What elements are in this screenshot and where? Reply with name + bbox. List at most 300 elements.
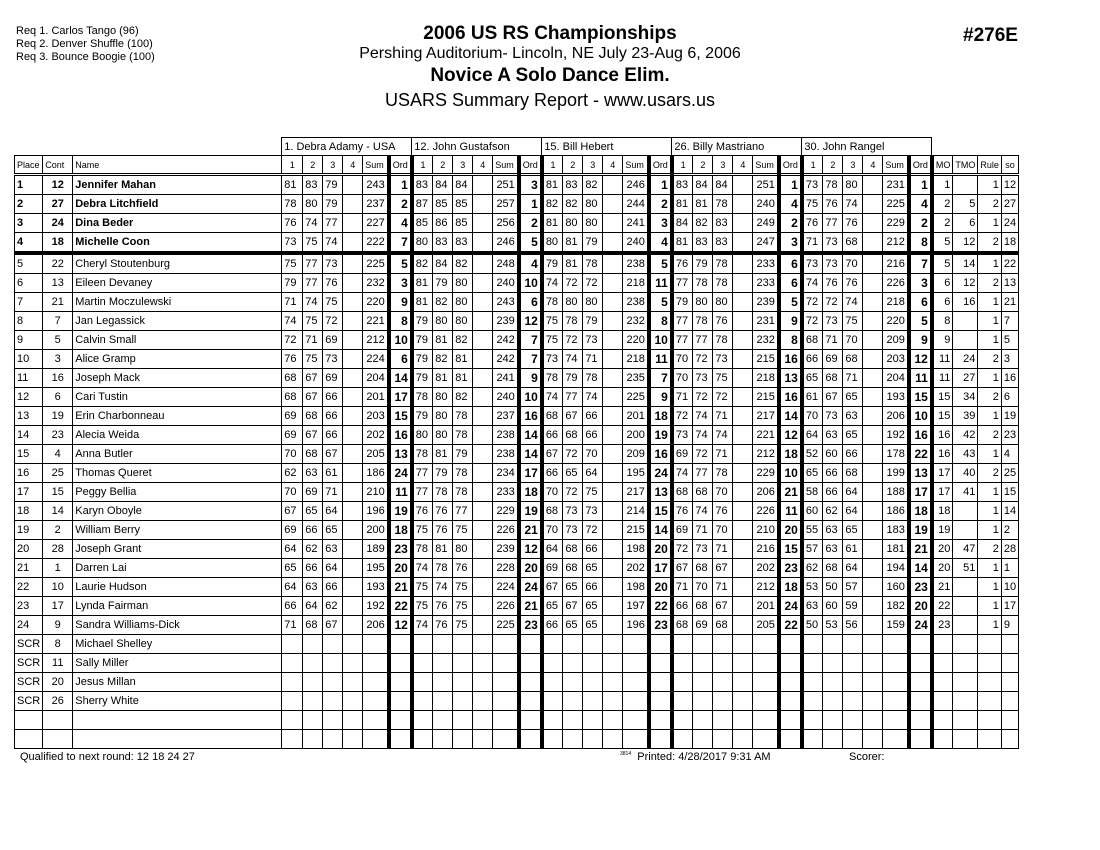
sum-cell: [363, 673, 389, 692]
sum-cell: 212: [753, 578, 779, 597]
score-1-cell: 79: [282, 274, 303, 293]
score-2-cell: 78: [563, 312, 583, 331]
tmo-cell: [953, 730, 978, 749]
ordinal-cell: 18: [519, 483, 542, 502]
ordinal-cell: 24: [909, 616, 932, 635]
score-4-cell: [603, 597, 623, 616]
score-3-cell: [843, 711, 863, 730]
score-3-cell: [843, 730, 863, 749]
score-1-cell: 78: [542, 293, 563, 312]
score-1-cell: 67: [672, 559, 693, 578]
ordinal-cell: 7: [389, 233, 412, 254]
score-4-cell: [733, 195, 753, 214]
score-3-cell: 65: [323, 521, 343, 540]
sum-cell: [883, 673, 909, 692]
score-2-cell: 72: [563, 331, 583, 350]
so-cell: 15: [1001, 483, 1018, 502]
score-3-cell: 82: [453, 253, 473, 274]
ordinal-cell: 24: [519, 578, 542, 597]
score-3-cell: 80: [843, 175, 863, 195]
score-3-cell: 77: [453, 502, 473, 521]
score-1-cell: [282, 654, 303, 673]
table-row: [15, 233, 1019, 254]
name-cell: Alecia Weida: [73, 426, 282, 445]
ordinal-cell: 12: [519, 540, 542, 559]
score-4-cell: [863, 293, 883, 312]
place-cell: 11: [15, 369, 43, 388]
score-1-cell: 72: [282, 331, 303, 350]
score-3-cell: 71: [323, 483, 343, 502]
tmo-cell: 43: [953, 445, 978, 464]
sum-cell: 218: [883, 293, 909, 312]
score-2-cell: 60: [823, 445, 843, 464]
score-3-cell: 83: [453, 233, 473, 254]
place-cell: 23: [15, 597, 43, 616]
score-1-cell: 70: [542, 483, 563, 502]
sum-cell: 225: [623, 388, 649, 407]
score-1-cell: 78: [412, 445, 433, 464]
ordinal-cell: 6: [779, 253, 802, 274]
score-4-cell: [863, 692, 883, 711]
score-3-cell: 65: [583, 597, 603, 616]
score-4-cell: [603, 274, 623, 293]
sum-cell: 216: [883, 253, 909, 274]
score-1-cell: 70: [282, 483, 303, 502]
score-3-cell: 80: [583, 214, 603, 233]
score-4-cell: [343, 426, 363, 445]
name-cell: Darren Lai: [73, 559, 282, 578]
score-2-cell: 77: [823, 214, 843, 233]
ordinal-cell: [909, 711, 932, 730]
ordinal-cell: [779, 654, 802, 673]
sum-cell: 247: [753, 233, 779, 254]
score-1-cell: 77: [672, 274, 693, 293]
col-tmo: TMO: [953, 156, 978, 175]
ordinal-cell: 22: [909, 445, 932, 464]
score-4-cell: [733, 407, 753, 426]
score-1-cell: 63: [802, 597, 823, 616]
table-row: [15, 464, 1019, 483]
venue-line: Pershing Auditorium- Lincoln, NE July 23-Aug 6, 2006: [359, 45, 741, 62]
sum-cell: 198: [623, 540, 649, 559]
score-4-cell: [343, 253, 363, 274]
place-cell: 21: [15, 559, 43, 578]
score-4-cell: [733, 369, 753, 388]
score-2-cell: 78: [433, 559, 453, 578]
score-4-cell: [603, 730, 623, 749]
ordinal-cell: 9: [519, 369, 542, 388]
cont-cell: 25: [43, 464, 73, 483]
score-1-cell: 68: [282, 388, 303, 407]
sum-cell: 242: [493, 350, 519, 369]
score-4-cell: [863, 274, 883, 293]
score-3-cell: 78: [713, 464, 733, 483]
name-cell: Calvin Small: [73, 331, 282, 350]
score-3-cell: 71: [713, 445, 733, 464]
col-judge-3: 3: [713, 156, 733, 175]
col-judge-sum: Sum: [753, 156, 779, 175]
score-1-cell: 75: [412, 578, 433, 597]
so-cell: 1: [1001, 559, 1018, 578]
score-2-cell: 79: [433, 464, 453, 483]
score-4-cell: [343, 388, 363, 407]
rule-cell: [978, 654, 1002, 673]
score-2-cell: 74: [433, 578, 453, 597]
score-2-cell: 81: [433, 540, 453, 559]
ordinal-cell: 12: [779, 426, 802, 445]
tmo-cell: 51: [953, 559, 978, 578]
name-cell: Cari Tustin: [73, 388, 282, 407]
cont-cell: [43, 711, 73, 730]
score-1-cell: 81: [672, 195, 693, 214]
sum-cell: 251: [493, 175, 519, 195]
score-3-cell: 64: [843, 502, 863, 521]
score-1-cell: 73: [672, 426, 693, 445]
ordinal-cell: [649, 692, 672, 711]
score-4-cell: [733, 654, 753, 673]
ordinal-cell: 2: [779, 214, 802, 233]
score-3-cell: [453, 730, 473, 749]
col-judge-4: 4: [733, 156, 753, 175]
score-4-cell: [863, 388, 883, 407]
score-4-cell: [343, 635, 363, 654]
sum-cell: 246: [623, 175, 649, 195]
score-4-cell: [863, 195, 883, 214]
ordinal-cell: 22: [779, 616, 802, 635]
score-3-cell: 78: [713, 253, 733, 274]
score-4-cell: [733, 464, 753, 483]
score-3-cell: 66: [583, 578, 603, 597]
sum-cell: 204: [883, 369, 909, 388]
score-3-cell: 66: [843, 445, 863, 464]
rule-cell: 2: [978, 540, 1002, 559]
score-1-cell: 83: [672, 175, 693, 195]
ordinal-cell: 24: [649, 464, 672, 483]
score-1-cell: [282, 635, 303, 654]
score-2-cell: 80: [433, 407, 453, 426]
sum-cell: 203: [883, 350, 909, 369]
score-3-cell: [453, 692, 473, 711]
score-3-cell: 68: [843, 350, 863, 369]
name-cell: Cheryl Stoutenburg: [73, 253, 282, 274]
sum-cell: 217: [623, 483, 649, 502]
cont-cell: [43, 730, 73, 749]
table-row: [15, 540, 1019, 559]
cont-cell: 17: [43, 597, 73, 616]
ordinal-cell: 18: [649, 407, 672, 426]
score-4-cell: [863, 540, 883, 559]
tmo-cell: [953, 692, 978, 711]
tmo-cell: 14: [953, 253, 978, 274]
score-1-cell: 72: [802, 293, 823, 312]
table-row: [15, 426, 1019, 445]
score-3-cell: 82: [453, 331, 473, 350]
score-2-cell: 80: [563, 293, 583, 312]
cont-cell: 20: [43, 673, 73, 692]
score-3-cell: 78: [453, 407, 473, 426]
ordinal-cell: 19: [909, 521, 932, 540]
ordinal-cell: 1: [779, 175, 802, 195]
place-cell: 12: [15, 388, 43, 407]
tmo-cell: 6: [953, 214, 978, 233]
tmo-cell: [953, 635, 978, 654]
cont-cell: 7: [43, 312, 73, 331]
score-1-cell: 70: [672, 350, 693, 369]
column-header-row: [15, 156, 1019, 175]
score-1-cell: [282, 711, 303, 730]
sum-cell: 192: [363, 597, 389, 616]
score-2-cell: 79: [693, 253, 713, 274]
ordinal-cell: 11: [389, 483, 412, 502]
sum-cell: [753, 635, 779, 654]
rule-cell: 1: [978, 578, 1002, 597]
score-4-cell: [343, 214, 363, 233]
col-judge-3: 3: [843, 156, 863, 175]
score-1-cell: 83: [412, 175, 433, 195]
cont-cell: 6: [43, 388, 73, 407]
score-1-cell: 71: [282, 616, 303, 635]
col-judge-1: 1: [412, 156, 433, 175]
score-4-cell: [863, 521, 883, 540]
score-1-cell: [672, 692, 693, 711]
mo-cell: 2: [932, 214, 953, 233]
cont-cell: 4: [43, 445, 73, 464]
mo-cell: 19: [932, 521, 953, 540]
col-judge-4: 4: [863, 156, 883, 175]
score-2-cell: 76: [433, 597, 453, 616]
score-4-cell: [603, 654, 623, 673]
ordinal-cell: 3: [649, 214, 672, 233]
ordinal-cell: 10: [519, 388, 542, 407]
ordinal-cell: 5: [909, 312, 932, 331]
score-3-cell: 69: [323, 369, 343, 388]
mo-cell: 16: [932, 445, 953, 464]
score-3-cell: 64: [583, 464, 603, 483]
sum-cell: 204: [363, 369, 389, 388]
score-3-cell: 65: [843, 521, 863, 540]
score-3-cell: 71: [713, 578, 733, 597]
table-row: [15, 597, 1019, 616]
score-4-cell: [473, 426, 493, 445]
score-3-cell: 79: [583, 233, 603, 254]
sum-cell: 224: [363, 350, 389, 369]
score-1-cell: 81: [412, 293, 433, 312]
table-row: [15, 253, 1019, 274]
score-1-cell: [542, 635, 563, 654]
judge-header: 30. John Rangel: [802, 138, 932, 156]
sum-cell: 220: [883, 312, 909, 331]
score-3-cell: 67: [713, 559, 733, 578]
score-4-cell: [343, 692, 363, 711]
ordinal-cell: [909, 692, 932, 711]
place-cell: SCR: [15, 692, 43, 711]
score-1-cell: 67: [542, 578, 563, 597]
table-row: [15, 214, 1019, 233]
ordinal-cell: 3: [909, 274, 932, 293]
ordinal-cell: [649, 635, 672, 654]
cont-cell: 2: [43, 521, 73, 540]
sum-cell: 248: [493, 253, 519, 274]
score-4-cell: [733, 274, 753, 293]
ordinal-cell: 19: [519, 502, 542, 521]
score-2-cell: 68: [823, 559, 843, 578]
score-4-cell: [863, 483, 883, 502]
score-4-cell: [473, 597, 493, 616]
score-1-cell: [542, 673, 563, 692]
score-1-cell: 77: [412, 464, 433, 483]
score-3-cell: 76: [453, 559, 473, 578]
score-3-cell: 66: [583, 407, 603, 426]
score-1-cell: 69: [542, 559, 563, 578]
ordinal-cell: 11: [909, 369, 932, 388]
table-row: [15, 350, 1019, 369]
ordinal-cell: [389, 730, 412, 749]
score-4-cell: [863, 464, 883, 483]
score-2-cell: 81: [563, 233, 583, 254]
place-cell: [15, 711, 43, 730]
score-1-cell: 72: [672, 407, 693, 426]
sum-cell: 238: [623, 293, 649, 312]
score-4-cell: [473, 214, 493, 233]
score-4-cell: [733, 293, 753, 312]
score-2-cell: 68: [693, 597, 713, 616]
score-1-cell: 69: [672, 445, 693, 464]
score-3-cell: 80: [583, 293, 603, 312]
sum-cell: 215: [753, 388, 779, 407]
ordinal-cell: 7: [909, 253, 932, 274]
score-1-cell: 75: [802, 195, 823, 214]
score-4-cell: [473, 407, 493, 426]
tmo-cell: 24: [953, 350, 978, 369]
score-2-cell: 81: [433, 331, 453, 350]
score-4-cell: [603, 426, 623, 445]
score-1-cell: 76: [672, 253, 693, 274]
sum-cell: 238: [623, 253, 649, 274]
score-4-cell: [863, 597, 883, 616]
ordinal-cell: 4: [519, 253, 542, 274]
place-cell: SCR: [15, 654, 43, 673]
score-1-cell: 67: [542, 445, 563, 464]
score-1-cell: 68: [672, 483, 693, 502]
score-3-cell: 82: [583, 175, 603, 195]
score-1-cell: 74: [282, 312, 303, 331]
table-row: [15, 445, 1019, 464]
sum-cell: 232: [623, 312, 649, 331]
score-4-cell: [863, 331, 883, 350]
sum-cell: 233: [753, 274, 779, 293]
judge-header: 12. John Gustafson: [412, 138, 542, 156]
sum-cell: 227: [363, 214, 389, 233]
ordinal-cell: 2: [389, 195, 412, 214]
score-2-cell: 77: [563, 388, 583, 407]
score-3-cell: 78: [713, 331, 733, 350]
cont-cell: 1: [43, 559, 73, 578]
score-1-cell: 78: [542, 369, 563, 388]
rule-cell: [978, 673, 1002, 692]
score-4-cell: [863, 407, 883, 426]
score-1-cell: [412, 692, 433, 711]
score-1-cell: 82: [412, 253, 433, 274]
ordinal-cell: 13: [909, 464, 932, 483]
name-cell: Peggy Bellia: [73, 483, 282, 502]
score-2-cell: 67: [303, 426, 323, 445]
cont-cell: 14: [43, 502, 73, 521]
ordinal-cell: 19: [389, 502, 412, 521]
score-2-cell: [563, 730, 583, 749]
score-4-cell: [343, 350, 363, 369]
sum-cell: 183: [883, 521, 909, 540]
cont-cell: 21: [43, 293, 73, 312]
score-3-cell: 64: [323, 559, 343, 578]
score-2-cell: [433, 692, 453, 711]
ordinal-cell: 10: [779, 464, 802, 483]
score-3-cell: 75: [713, 369, 733, 388]
ordinal-cell: 4: [649, 233, 672, 254]
col-judge-2: 2: [693, 156, 713, 175]
cont-cell: 3: [43, 350, 73, 369]
score-4-cell: [603, 388, 623, 407]
score-2-cell: [433, 654, 453, 673]
score-4-cell: [473, 692, 493, 711]
score-4-cell: [343, 233, 363, 254]
score-2-cell: [563, 692, 583, 711]
score-1-cell: 62: [802, 559, 823, 578]
score-1-cell: 78: [412, 540, 433, 559]
ordinal-cell: 23: [779, 559, 802, 578]
score-3-cell: 66: [323, 426, 343, 445]
sum-cell: 216: [753, 540, 779, 559]
score-3-cell: 63: [843, 407, 863, 426]
score-3-cell: [583, 654, 603, 673]
cont-cell: 23: [43, 426, 73, 445]
score-4-cell: [473, 654, 493, 673]
so-cell: 14: [1001, 502, 1018, 521]
sum-cell: 226: [493, 597, 519, 616]
score-2-cell: 81: [693, 195, 713, 214]
ordinal-cell: [519, 654, 542, 673]
score-3-cell: 71: [583, 350, 603, 369]
score-3-cell: 56: [843, 616, 863, 635]
col-name: Name: [73, 156, 282, 175]
sum-cell: 241: [493, 369, 519, 388]
score-3-cell: [843, 673, 863, 692]
score-1-cell: 81: [672, 233, 693, 254]
score-4-cell: [473, 195, 493, 214]
score-2-cell: 68: [823, 369, 843, 388]
sum-cell: 224: [493, 578, 519, 597]
score-2-cell: [303, 692, 323, 711]
mo-cell: 20: [932, 559, 953, 578]
score-2-cell: 81: [433, 369, 453, 388]
score-4-cell: [343, 711, 363, 730]
ordinal-cell: 12: [519, 312, 542, 331]
ordinal-cell: 16: [519, 407, 542, 426]
sum-cell: 212: [883, 233, 909, 254]
score-2-cell: 82: [693, 214, 713, 233]
ordinal-cell: 10: [519, 274, 542, 293]
sum-cell: 198: [623, 578, 649, 597]
score-2-cell: 78: [823, 175, 843, 195]
score-4-cell: [863, 730, 883, 749]
score-4-cell: [733, 175, 753, 195]
ordinal-cell: 23: [649, 616, 672, 635]
score-3-cell: 68: [713, 616, 733, 635]
score-2-cell: [823, 692, 843, 711]
score-4-cell: [603, 350, 623, 369]
score-2-cell: 69: [823, 350, 843, 369]
score-1-cell: 71: [282, 293, 303, 312]
tmo-cell: 5: [953, 195, 978, 214]
